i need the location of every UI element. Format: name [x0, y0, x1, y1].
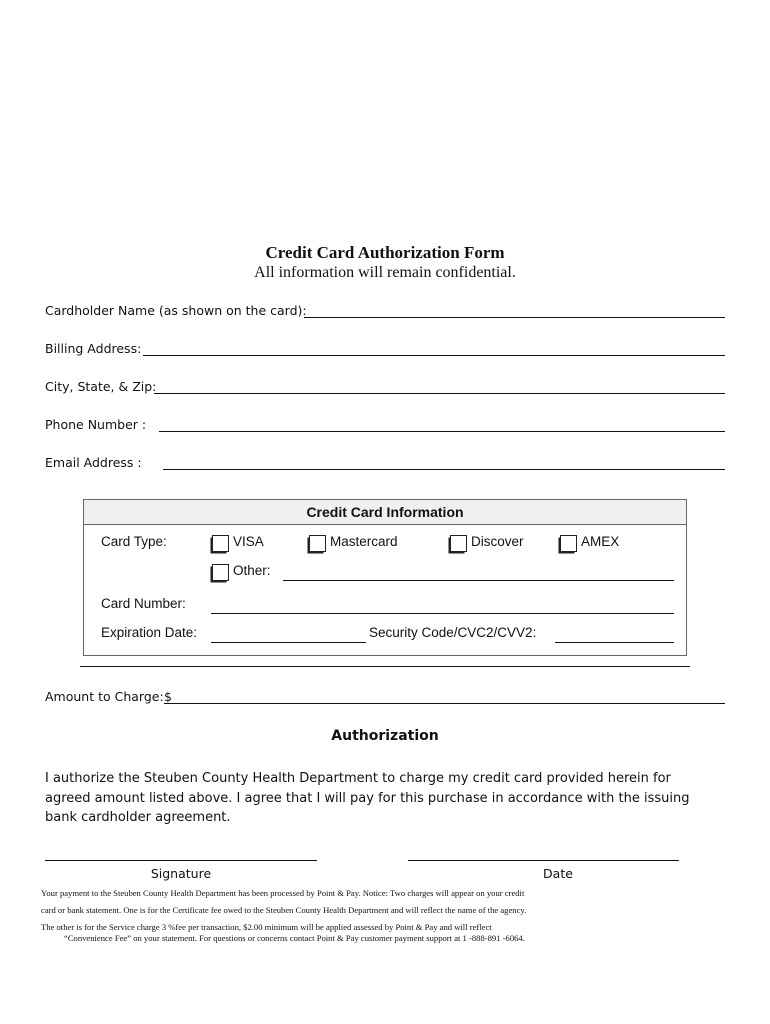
signature-field[interactable]	[45, 860, 317, 861]
billing-address-field[interactable]	[143, 355, 725, 356]
discover-option-label: Discover	[471, 534, 524, 549]
authorization-statement: I authorize the Steuben County Health Department to charge my credit card provided herein for agreed amount listed above. I agree that I will pay for this purchase in accordance with the issuing bank cardholder agreement.	[45, 771, 690, 825]
cardholder-name-label: Cardholder Name (as shown on the card):	[45, 303, 307, 318]
expiration-date-field[interactable]	[211, 642, 366, 643]
signature-label: Signature	[150, 866, 212, 881]
credit-card-info-box	[83, 499, 687, 656]
footer-notice-line-3: The other is for the Service charge 3 %fee per transaction, $2.00 minimum will be applied assessed by Point & Pay and will reflect	[41, 922, 492, 932]
footer-notice-line-4: “Convenience Fee” on your statement. For questions or concerns contact Point & Pay customer payment support at 1 -888-891 -6064.	[64, 933, 525, 943]
date-field[interactable]	[408, 860, 679, 861]
card-type-label: Card Type:	[101, 534, 167, 549]
footer-notice-line-1: Your payment to the Steuben County Health Department has been processed by Point & Pay. Notice: Two charges will appear on your credit	[41, 888, 525, 898]
amount-to-charge-field[interactable]	[164, 703, 725, 704]
mastercard-checkbox[interactable]	[309, 535, 326, 552]
security-code-field[interactable]	[555, 642, 674, 643]
visa-checkbox[interactable]	[212, 535, 229, 552]
section-divider	[80, 666, 690, 667]
security-code-label: Security Code/CVC2/CVV2:	[369, 625, 537, 640]
credit-card-info-heading: Credit Card Information	[84, 500, 686, 525]
footer-notice-line-2: card or bank statement. One is for the Certificate fee owed to the Steuben County Health Department and will reflect the name of the agency.	[41, 905, 527, 915]
other-checkbox[interactable]	[212, 564, 229, 581]
date-label: Date	[543, 866, 573, 881]
visa-option-label: VISA	[233, 534, 264, 549]
discover-checkbox[interactable]	[450, 535, 467, 552]
billing-address-label: Billing Address:	[45, 341, 142, 356]
card-number-field[interactable]	[211, 613, 674, 614]
other-card-type-field[interactable]	[283, 580, 674, 581]
form-subtitle: All information will remain confidential.	[254, 264, 516, 281]
authorization-heading: Authorization	[331, 728, 439, 744]
amount-currency-symbol: $	[164, 689, 172, 704]
city-state-zip-field[interactable]	[154, 393, 725, 394]
email-address-field[interactable]	[163, 469, 725, 470]
email-address-label: Email Address :	[45, 455, 142, 470]
expiration-date-label: Expiration Date:	[101, 625, 198, 640]
phone-number-label: Phone Number :	[45, 417, 147, 432]
other-option-label: Other:	[233, 563, 271, 578]
mastercard-option-label: Mastercard	[330, 534, 398, 549]
card-number-label: Card Number:	[101, 596, 186, 611]
form-title: Credit Card Authorization Form	[265, 243, 505, 262]
phone-number-field[interactable]	[159, 431, 725, 432]
cardholder-name-field[interactable]	[304, 317, 725, 318]
amex-checkbox[interactable]	[560, 535, 577, 552]
city-state-zip-label: City, State, & Zip:	[45, 379, 157, 394]
amex-option-label: AMEX	[581, 534, 620, 549]
amount-to-charge-label: Amount to Charge:	[45, 689, 164, 704]
